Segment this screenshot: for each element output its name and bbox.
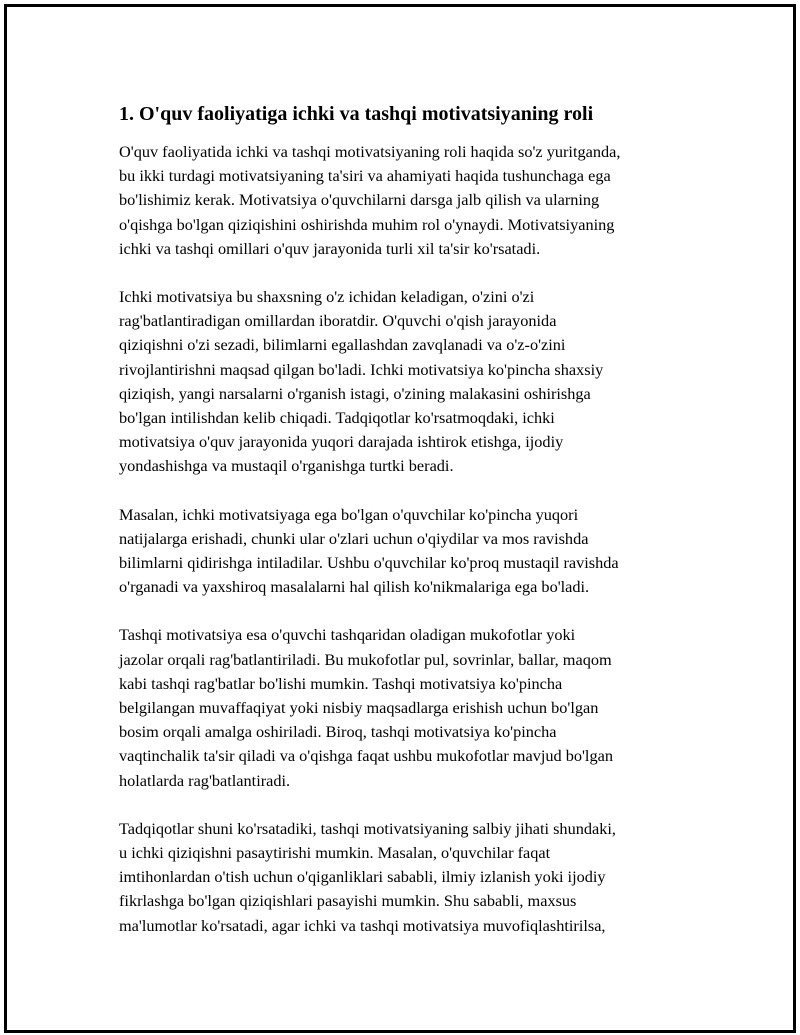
document-body xyxy=(119,100,699,962)
document-title: 1. O'quv faoliyatiga ichki va tashqi motivatsiyaning roli xyxy=(119,103,594,125)
page-frame xyxy=(4,4,796,1033)
paragraph-1: O'quv faoliyatida ichki va tashqi motivatsiyaning roli haqida so'z yuritganda, bu ikki turdagi motivatsiyaning ta'siri va ahamiyati haqida tushunchaga ega bo'lishimiz kerak. Motivatsiya o'quvchilarni darsga jalb qilish va ularning o'qishga bo'lgan qiziqishini oshirishda muhim rol o'ynaydi. Motivatsiyaning ichki va tashqi omillari o'quv jarayonida turli xil ta'sir ko'rsatadi. xyxy=(119,142,621,258)
paragraph-5: Tadqiqotlar shuni ko'rsatadiki, tashqi motivatsiyaning salbiy jihati shundaki, u ichki qiziqishni pasaytirishi mumkin. Masalan, o'quvchilar faqat imtihonlardan o'tish uchun o'qiganliklari sababli, ilmiy izlanish yoki ijodiy fikrlashga bo'lgan qiziqishlari pasayishi mumkin. Shu sababli, maxsus ma'lumotlar ko'rsatadi, agar ichki va tashqi motivatsiya muvofiqlashtirilsa, xyxy=(119,818,616,935)
paragraph-3: Masalan, ichki motivatsiyaga ega bo'lgan o'quvchilar ko'pincha yuqori natijalarga erishadi, chunki ular o'zlari uchun o'qiydilar va mos ravishda bilimlarni qidirishga intiladilar. Ushbu o'quvchilar ko'proq mustaqil ravishda o'rganadi va yaxshiroq masalalarni hal qilish ko'nikmalariga ega bo'ladi. xyxy=(119,504,619,597)
paragraph-4: Tashqi motivatsiya esa o'quvchi tashqaridan oladigan mukofotlar yoki jazolar orqali rag'batlantiriladi. Bu mukofotlar pul, sovrinlar, ballar, maqom kabi tashqi rag'batlar bo'lishi mumkin. Tashqi motivatsiya ko'pincha belgilangan muvaffaqiyat yoki nisbiy maqsadlarga erishish uchun bo'lgan bosim orqali amalga oshiriladi. Biroq, tashqi motivatsiya ko'pincha vaqtinchalik ta'sir qiladi va o'qishga faqat ushbu mukofotlar mavjud bo'lgan holatlarda rag'batlantiradi. xyxy=(119,625,613,790)
paragraph-2: Ichki motivatsiya bu shaxsning o'z ichidan keladigan, o'zini o'zi rag'batlantiradigan omillardan iboratdir. O'quvchi o'qish jarayonida qiziqishni o'zi sezadi, bilimlarni egallashdan zavqlanadi va o'z-o'zini rivojlantirishni maqsad qilgan bo'ladi. Ichki motivatsiya ko'pincha shaxsiy qiziqish, yangi narsalarni o'rganish istagi, o'zining malakasini oshirishga bo'lgan intilishdan kelib chiqadi. Tadqiqotlar ko'rsatmoqdaki, ichki motivatsiya o'quv jarayonida yuqori darajada ishtirok etishga, ijodiy yondashishga va mustaqil o'rganishga turtki beradi. xyxy=(119,287,604,476)
